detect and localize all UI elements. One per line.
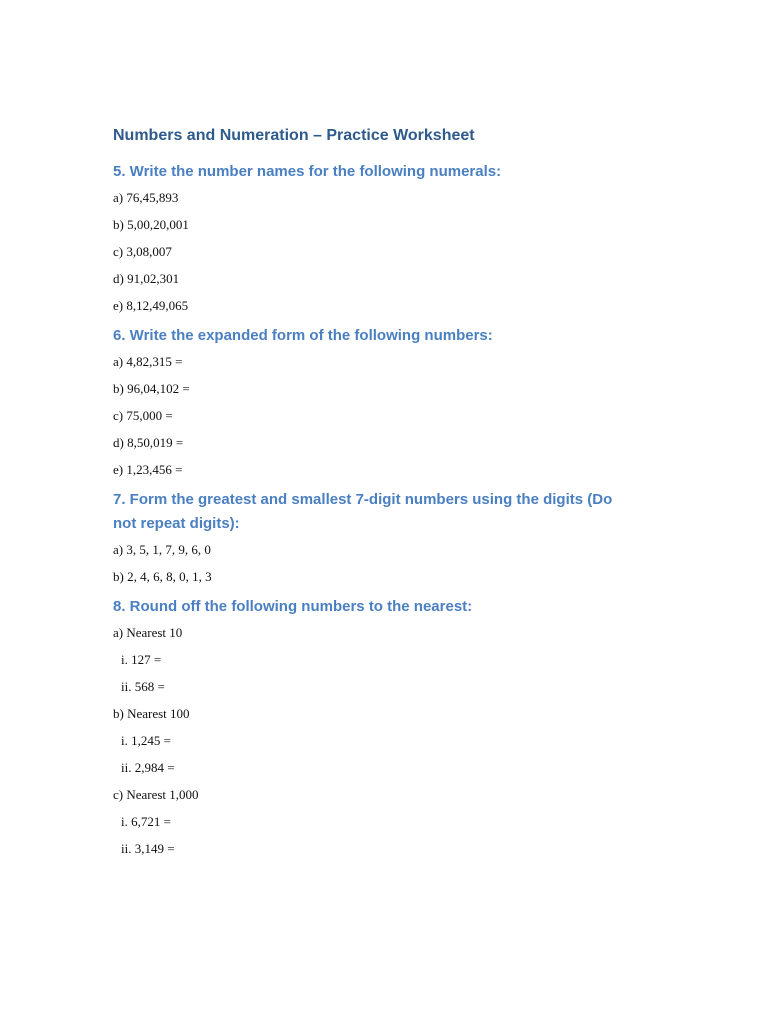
question-item: c) 75,000 =: [113, 408, 173, 423]
question-item: a) 76,45,893: [113, 190, 179, 205]
question-item: d) 91,02,301: [113, 271, 180, 286]
question-item: c) 3,08,007: [113, 244, 172, 259]
question-heading: 8. Round off the following numbers to the nearest:: [113, 598, 473, 615]
question-item: b) 96,04,102 =: [113, 381, 190, 396]
question-heading: 5. Write the number names for the following numerals:: [113, 163, 502, 180]
sub-question-item: i. 6,721 =: [121, 814, 171, 829]
question-heading: 7. Form the greatest and smallest 7-digit numbers using the digits (Do not repeat digits):: [113, 491, 613, 532]
question-section: [113, 595, 633, 867]
sub-question-item: ii. 3,149 =: [121, 841, 175, 856]
sub-question-item: ii. 568 =: [121, 679, 165, 694]
question-item: e) 8,12,49,065: [113, 298, 189, 313]
question-section: [113, 160, 633, 324]
sub-question-item: ii. 2,984 =: [121, 760, 175, 775]
question-section: [113, 488, 633, 595]
question-section: [113, 324, 633, 488]
question-item: c) Nearest 1,000: [113, 787, 199, 802]
question-heading: 6. Write the expanded form of the following numbers:: [113, 327, 493, 344]
question-sections: [113, 160, 633, 867]
question-item: a) Nearest 10: [113, 625, 183, 640]
worksheet-title: Numbers and Numeration – Practice Worksheet: [113, 127, 475, 144]
question-item: e) 1,23,456 =: [113, 462, 183, 477]
question-item: a) 4,82,315 =: [113, 354, 183, 369]
question-item: b) Nearest 100: [113, 706, 190, 721]
sub-question-item: i. 1,245 =: [121, 733, 171, 748]
question-item: a) 3, 5, 1, 7, 9, 6, 0: [113, 542, 211, 557]
question-item: d) 8,50,019 =: [113, 435, 184, 450]
worksheet-content: [113, 124, 633, 867]
question-item: b) 5,00,20,001: [113, 217, 189, 232]
question-item: b) 2, 4, 6, 8, 0, 1, 3: [113, 569, 212, 584]
sub-question-item: i. 127 =: [121, 652, 162, 667]
